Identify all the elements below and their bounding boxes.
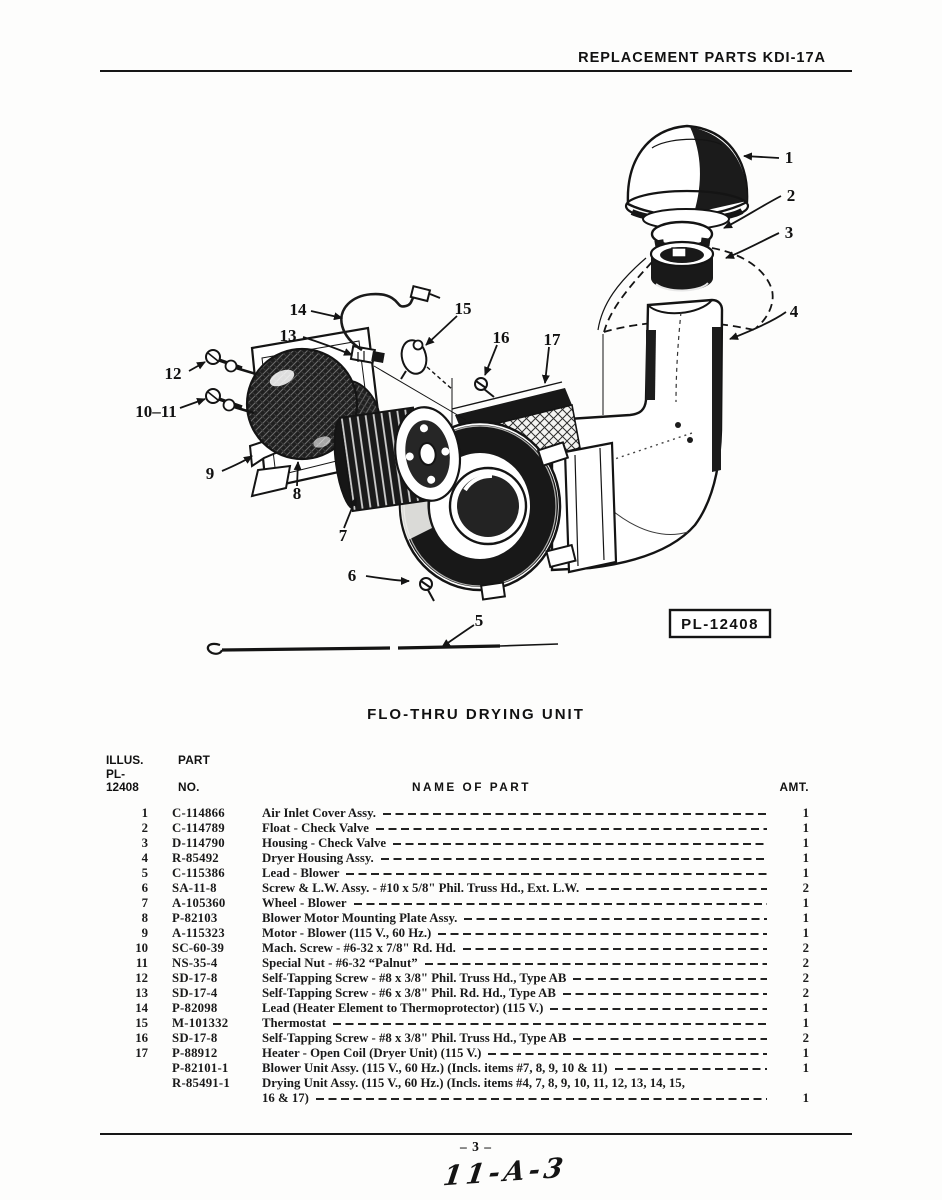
table-row [100,971,812,986]
row-leader2 [316,1098,767,1100]
row-illus: 5 [141,865,148,880]
row-part-no: C-114789 [172,820,225,835]
callout-14: 14 [289,300,307,319]
row-illus: 3 [141,835,148,850]
parts-table-body [100,806,812,1106]
row-name: Heater - Open Coil (Dryer Unit) (115 V.) [262,1045,482,1060]
row-leader1 [573,1038,767,1040]
row-amt1: 1 [802,1000,809,1015]
row-name: Housing - Check Valve [262,835,387,850]
footer-rule [100,1133,852,1135]
row-name2: 16 & 17) [262,1090,309,1105]
row-name: Special Nut - #6-32 “Palnut” [262,955,418,970]
row-name: Float - Check Valve [262,820,369,835]
header-amt: AMT. [779,780,809,794]
parts-table-header [100,754,812,795]
row-amt1: 2 [802,955,809,970]
table-row [100,806,812,821]
row-amt1: 1 [802,850,809,865]
page-number: – 3 – [460,1139,492,1154]
table-row [100,956,812,971]
row-amt1: 2 [802,880,809,895]
callout-5: 5 [474,611,484,630]
row-leader1 [464,918,767,920]
row-leader1 [573,978,767,980]
row-leader1 [333,1023,767,1025]
housing-screw [420,578,434,601]
callout-12: 12 [164,364,182,383]
header-illus-line1: ILLUS. [106,753,144,767]
row-part-no: P-82101-1 [172,1060,229,1075]
row-illus: 13 [135,985,148,1000]
table-row [100,1076,812,1106]
row-part-no: P-82098 [172,1000,218,1015]
row-name: Blower Motor Mounting Plate Assy. [262,910,458,925]
row-part-no: SC-60-39 [172,940,225,955]
row-amt1: 2 [802,970,809,985]
row-leader1 [438,933,767,935]
row-leader1 [381,858,767,860]
row-name: Self-Tapping Screw - #8 x 3/8" Phil. Truss Hd., Type AB [262,970,567,985]
table-row [100,986,812,1001]
callout-3: 3 [784,223,794,242]
row-part-no: SD-17-8 [172,1030,218,1045]
row-part-no: P-88912 [172,1045,218,1060]
row-part-no: C-114866 [172,805,225,820]
row-part-no: SD-17-4 [172,985,218,1000]
table-row [100,1061,812,1076]
row-illus: 14 [135,1000,148,1015]
callout-6: 6 [347,566,357,585]
row-part-no: R-85491-1 [172,1075,230,1090]
row-amt1: 1 [802,1015,809,1030]
row-amt1: 2 [802,940,809,955]
exploded-diagram [88,92,858,684]
callout-9: 9 [205,464,215,483]
table-row [100,941,812,956]
callout-15: 15 [454,299,472,318]
air-inlet-cover [626,126,748,229]
table-row [100,1001,812,1016]
table-row [100,896,812,911]
row-amt1: 1 [802,1045,809,1060]
row-name: Lead (Heater Element to Thermoprotector) (115 V.) [262,1000,544,1015]
row-leader1 [346,873,767,875]
row-illus: 12 [135,970,148,985]
row-part-no: NS-35-4 [172,955,218,970]
row-leader1 [550,1008,767,1010]
row-leader1 [563,993,767,995]
row-illus: 1 [141,805,148,820]
housing-check-valve [651,237,713,291]
row-name: Thermostat [262,1015,326,1030]
table-row [100,821,812,836]
row-amt2: 1 [802,1090,809,1105]
row-name: Screw & L.W. Assy. - #10 x 5/8" Phil. Truss Hd., Ext. L.W. [262,880,580,895]
row-name: Dryer Housing Assy. [262,850,374,865]
row-leader1 [425,963,767,965]
row-part-no: A-105360 [172,895,226,910]
row-leader1 [488,1053,767,1055]
header-illus-line2: PL-12408 [106,766,139,794]
row-illus: 10 [135,940,148,955]
row-illus: 11 [135,955,148,970]
row-illus: 17 [135,1045,148,1060]
handwritten-note: 11-A-3 [441,1152,569,1193]
callout-10-11: 10–11 [135,402,177,421]
table-row [100,911,812,926]
heater-lead-plug [351,346,385,363]
row-leader1 [354,903,767,905]
row-illus: 4 [141,850,148,865]
row-leader1 [463,948,767,950]
row-line2 [100,1091,812,1106]
row-amt1: 1 [802,895,809,910]
row-part-no: C-115386 [172,865,225,880]
figure-label: PL-12408 [681,616,759,633]
table-row [100,881,812,896]
section-title: FLO-THRU DRYING UNIT [367,706,585,723]
row-amt1: 1 [802,910,809,925]
callout-17: 17 [543,330,561,349]
header-part-line1: PART [178,753,211,767]
row-part-no: SD-17-8 [172,970,218,985]
row-part-no: R-85492 [172,850,219,865]
row-name: Self-Tapping Screw - #8 x 3/8" Phil. Truss Hd., Type AB [262,1030,567,1045]
row-name: Drying Unit Assy. (115 V., 60 Hz.) (Incls. items #4, 7, 8, 9, 10, 11, 12, 13, 14, 15, [262,1075,685,1090]
row-leader1 [383,813,767,815]
row-illus: 16 [135,1030,148,1045]
callout-2: 2 [786,186,796,205]
row-name: Air Inlet Cover Assy. [262,805,376,820]
parts-table [100,754,812,1106]
row-amt1: 1 [802,865,809,880]
row-leader1 [615,1068,767,1070]
table-row [100,851,812,866]
callout-8: 8 [292,484,302,503]
callout-7: 7 [338,526,348,545]
row-leader1 [393,843,767,845]
table-row [100,926,812,941]
row-illus: 9 [141,925,148,940]
callout-16: 16 [492,328,510,347]
header-name: NAME OF PART [412,780,531,794]
row-amt1: 1 [802,820,809,835]
row-name: Lead - Blower [262,865,340,880]
row-part-no: SA-11-8 [172,880,217,895]
table-row [100,866,812,881]
table-row [100,1031,812,1046]
row-illus: 2 [141,820,148,835]
callout-1: 1 [784,148,794,167]
table-row [100,836,812,851]
row-name: Self-Tapping Screw - #6 x 3/8" Phil. Rd. Hd., Type AB [262,985,556,1000]
row-amt1: 2 [802,985,809,1000]
row-illus: 15 [135,1015,148,1030]
row-amt1: 1 [802,1060,809,1075]
blower-wheel [330,402,466,513]
table-row [100,1046,812,1061]
figure-label-box [670,610,770,637]
row-part-no: D-114790 [172,835,225,850]
row-part-no: P-82103 [172,910,218,925]
callout-13: 13 [279,326,297,345]
row-amt1: 1 [802,805,809,820]
row-illus: 7 [141,895,148,910]
header-rule [100,70,852,72]
row-amt1: 1 [802,835,809,850]
row-name: Wheel - Blower [262,895,347,910]
row-leader1 [376,828,767,830]
page-header: REPLACEMENT PARTS KDI-17A [578,50,826,66]
heater-screw [475,378,494,397]
screws-12 [206,350,256,374]
row-name: Blower Unit Assy. (115 V., 60 Hz.) (Incls. items #7, 8, 9, 10 & 11) [262,1060,608,1075]
row-amt1: 1 [802,925,809,940]
row-amt1: 2 [802,1030,809,1045]
blower-lead-wire [208,644,558,654]
table-row [100,1016,812,1031]
row-part-no: A-115323 [172,925,225,940]
row-illus: 6 [141,880,148,895]
row-part-no: M-101332 [172,1015,229,1030]
header-part-line2: NO. [178,780,200,794]
row-illus: 8 [141,910,148,925]
row-name: Mach. Screw - #6-32 x 7/8" Rd. Hd. [262,940,456,955]
row-name: Motor - Blower (115 V., 60 Hz.) [262,925,432,940]
thermostat [398,338,453,390]
callout-4: 4 [789,302,799,321]
row-leader1 [586,888,767,890]
